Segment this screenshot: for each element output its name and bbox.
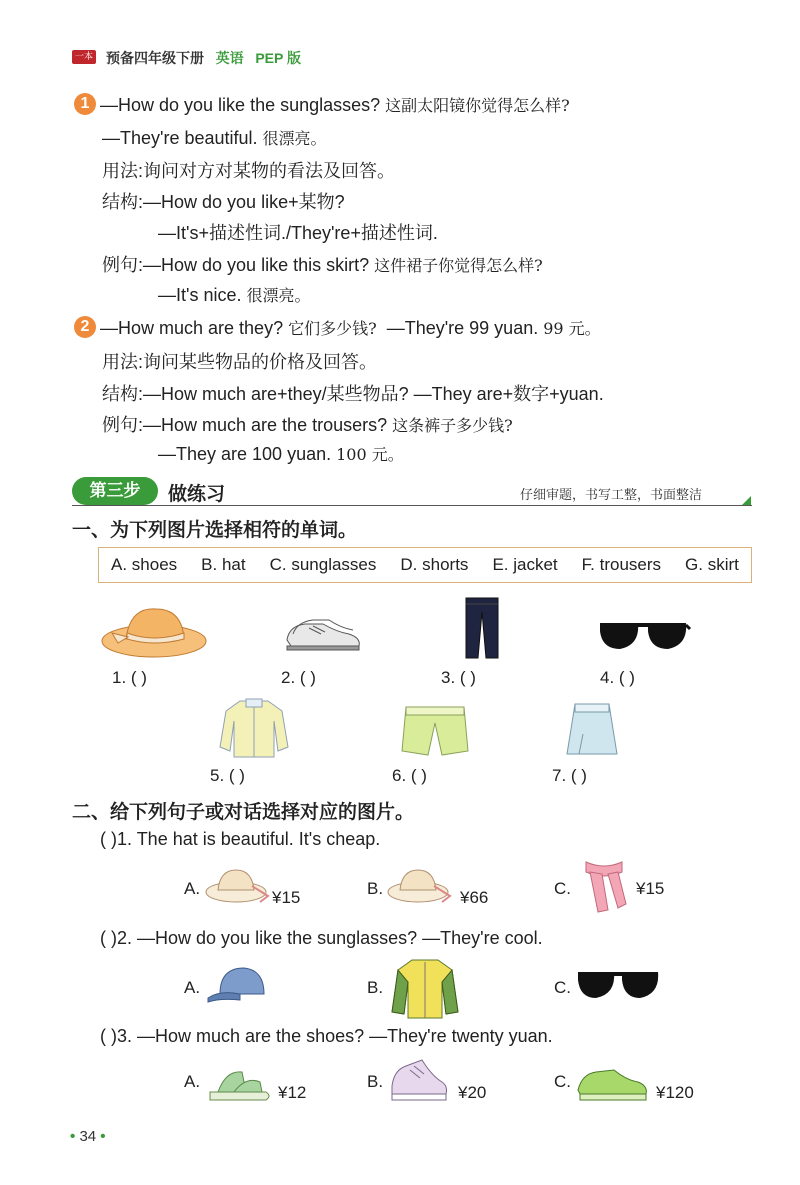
- scarf-icon: [578, 858, 630, 914]
- brand-logo: 一本: [72, 50, 96, 64]
- structure-text: —How much are+they/某些物品? —They are+数字+yuan.: [143, 384, 604, 404]
- point1-structure-2: —It's+描述性词./They're+描述性词.: [158, 223, 438, 243]
- option-label: B.: [367, 978, 384, 997]
- corner-triangle-icon: [742, 496, 752, 506]
- word-option: G. skirt: [685, 555, 739, 574]
- book-title: 预备四年级下册: [106, 50, 204, 66]
- answer-blank[interactable]: 2. ( ): [281, 668, 316, 687]
- point1-question: [100, 93, 570, 116]
- point-number-1: 1: [74, 93, 96, 115]
- page-header: [106, 48, 301, 68]
- step-tip: 仔细审题，书写工整，书面整洁: [520, 488, 703, 503]
- answer-blank[interactable]: 7. ( ): [552, 766, 587, 785]
- part2-title: 二、给下列句子或对话选择对应的图片。: [72, 802, 415, 823]
- word-bank: [98, 547, 752, 583]
- word-option: A. shoes: [111, 555, 178, 574]
- example-a-en: —It's nice.: [158, 285, 242, 305]
- edition-label: PEP 版: [255, 50, 301, 66]
- point2-a-en: —They're 99 yuan.: [386, 318, 539, 338]
- point2-q-en: —How much are they?: [100, 318, 284, 338]
- usage-text: 询问某些物品的价格及回答。: [143, 352, 378, 372]
- structure-label: 结构:: [102, 384, 144, 404]
- point1-usage: [102, 157, 395, 183]
- option-label: A.: [184, 978, 201, 997]
- example-a-cn: 很漂亮。: [246, 286, 311, 305]
- answer-blank[interactable]: ( ): [100, 928, 117, 948]
- example-a-en: —They are 100 yuan.: [158, 444, 332, 464]
- usage-text: 询问对方对某物的看法及回答。: [143, 161, 396, 181]
- price-tag: ¥120: [656, 1083, 694, 1102]
- question-3: [100, 1026, 553, 1047]
- question-text: 3. —How much are the shoes? —They're twenty yuan.: [117, 1026, 553, 1046]
- usage-label: 用法:: [102, 161, 144, 181]
- step-title: 做练习: [168, 484, 226, 505]
- answer-blank[interactable]: 1. ( ): [112, 668, 147, 687]
- point2-q-cn: 它们多少钱?: [288, 319, 377, 338]
- bullet-icon: •: [100, 1128, 106, 1145]
- point1-example-answer: [158, 283, 311, 306]
- shoes-icon: [283, 610, 363, 660]
- point1-answer: [102, 126, 327, 149]
- structure-text: —How do you like+某物?: [143, 192, 345, 212]
- trousers-icon: [462, 596, 502, 662]
- point2-a-cn: 99 元。: [543, 319, 601, 338]
- point1-q-en: —How do you like the sunglasses?: [100, 95, 381, 115]
- sneakers-icon: [388, 1056, 450, 1108]
- price-tag: ¥15: [636, 879, 665, 898]
- page-number-text: 34: [79, 1128, 97, 1145]
- answer-blank[interactable]: 4. ( ): [600, 668, 635, 687]
- point2-example-answer: [158, 442, 404, 465]
- point1-example: [102, 251, 543, 277]
- question-text: 2. —How do you like the sunglasses? —They're cool.: [117, 928, 543, 948]
- price-tag: ¥15: [272, 888, 301, 907]
- bullet-icon: •: [70, 1128, 76, 1145]
- point1-a-cn: 很漂亮。: [262, 129, 327, 148]
- example-a-cn: 100 元。: [336, 445, 404, 464]
- usage-label: 用法:: [102, 352, 144, 372]
- point2-question: [100, 316, 601, 339]
- skirt-icon: [565, 700, 619, 758]
- price-tag: ¥20: [458, 1083, 487, 1102]
- jacket-icon: [218, 697, 290, 759]
- word-option: B. hat: [201, 555, 246, 574]
- example-q-en: —How do you like this skirt?: [143, 255, 370, 275]
- option-label: B.: [367, 879, 384, 898]
- point1-q-cn: 这副太阳镜你觉得怎么样?: [385, 96, 570, 115]
- option-label: C.: [554, 978, 571, 997]
- word-option: D. shorts: [400, 555, 469, 574]
- point1-a-en: —They're beautiful.: [102, 128, 258, 148]
- part1-title: 一、为下列图片选择相符的单词。: [72, 520, 358, 541]
- subject-label: 英语: [215, 50, 244, 66]
- example-label: 例句:: [102, 415, 144, 435]
- example-q-cn: 这件裙子你觉得怎么样?: [374, 256, 543, 275]
- option-label: C.: [554, 1072, 571, 1091]
- question-text: 1. The hat is beautiful. It's cheap.: [117, 829, 381, 849]
- example-label: 例句:: [102, 255, 144, 275]
- sunglasses-icon: [598, 617, 690, 657]
- price-tag: ¥12: [278, 1083, 307, 1102]
- answer-blank[interactable]: ( ): [100, 1026, 117, 1046]
- step-badge: 第三步: [72, 477, 158, 505]
- question-1: [100, 829, 380, 850]
- shorts-icon: [400, 703, 470, 759]
- example-q-en: —How much are the trousers?: [143, 415, 388, 435]
- hat-icon: [386, 866, 452, 908]
- word-option: C. sunglasses: [269, 555, 377, 574]
- point2-structure: [102, 380, 604, 406]
- sunglasses-icon: [576, 966, 662, 1006]
- question-2: [100, 928, 543, 949]
- point-number-2: 2: [74, 316, 96, 338]
- option-label: A.: [184, 1072, 201, 1091]
- answer-blank[interactable]: 6. ( ): [392, 766, 427, 785]
- answer-blank[interactable]: 5. ( ): [210, 766, 245, 785]
- option-label: A.: [184, 879, 201, 898]
- sandals-icon: [206, 1062, 274, 1104]
- hat-icon: [100, 603, 208, 661]
- example-q-cn: 这条裤子多少钱?: [392, 416, 513, 435]
- answer-blank[interactable]: ( ): [100, 829, 117, 849]
- point2-example: [102, 411, 513, 437]
- price-tag: ¥66: [460, 888, 489, 907]
- option-label: B.: [367, 1072, 384, 1091]
- shoes-icon: [574, 1062, 650, 1104]
- option-label: C.: [554, 879, 571, 898]
- word-option: E. jacket: [492, 555, 558, 574]
- word-option: F. trousers: [581, 555, 662, 574]
- page-number: [70, 1128, 106, 1145]
- point2-usage: [102, 348, 377, 374]
- point1-structure: [102, 188, 345, 214]
- cap-icon: [206, 964, 268, 1006]
- divider: [72, 505, 752, 506]
- hat-icon: [204, 866, 270, 908]
- jacket-icon: [390, 956, 460, 1020]
- structure-label: 结构:: [102, 192, 144, 212]
- answer-blank[interactable]: 3. ( ): [441, 668, 476, 687]
